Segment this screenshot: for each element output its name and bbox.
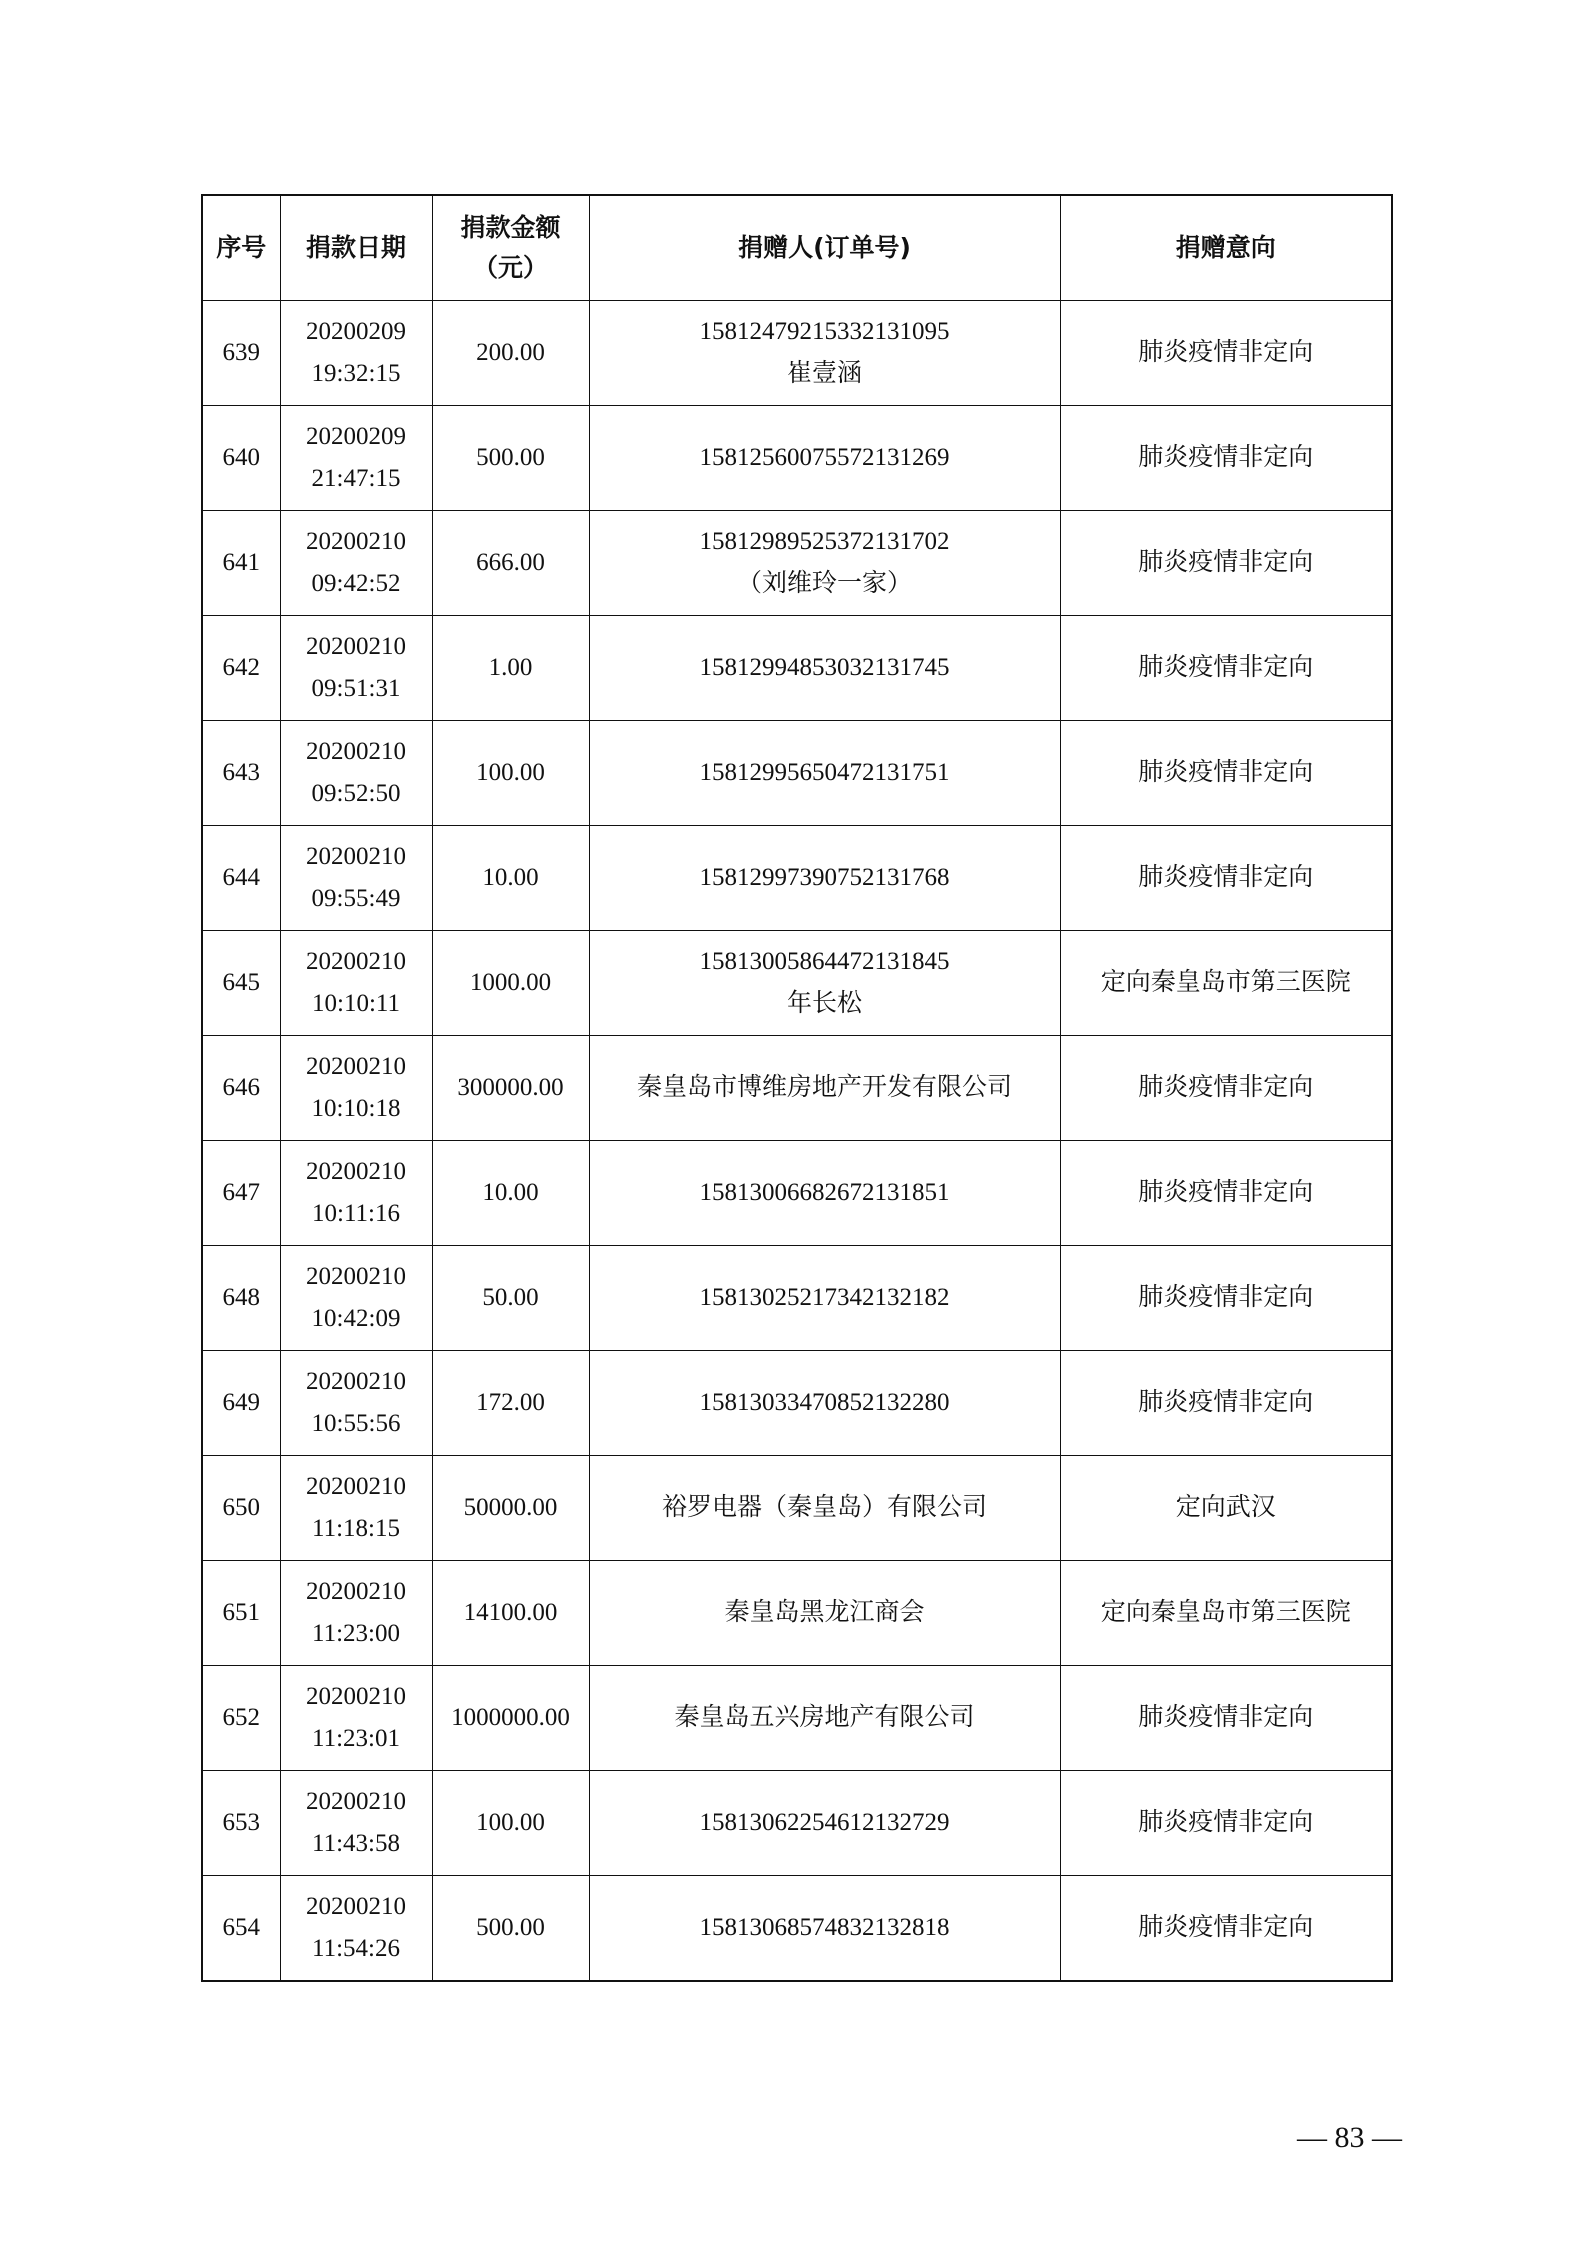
header-serial-number-label: 序号: [216, 233, 267, 262]
header-donation-intent: [1060, 195, 1392, 301]
serial-number: 644: [222, 864, 260, 891]
donation-date: 20200210: [306, 1158, 406, 1185]
table-row: [202, 826, 1392, 931]
table-body: [202, 301, 1392, 1982]
donation-amount-cell: [432, 301, 589, 406]
donation-intent-cell: [1060, 511, 1392, 616]
donation-date: 20200210: [306, 1578, 406, 1605]
donation-intent: 肺炎疫情非定向: [1138, 339, 1314, 366]
serial-number-cell: [202, 301, 280, 406]
donation-intent: 肺炎疫情非定向: [1138, 1704, 1314, 1731]
page-number: — 83 —: [1297, 2121, 1402, 2154]
serial-number: 639: [222, 339, 260, 366]
donation-time: 11:43:58: [312, 1830, 400, 1857]
serial-number-cell: [202, 1036, 280, 1141]
donation-intent-cell: [1060, 1456, 1392, 1561]
donation-date-cell: [280, 1036, 432, 1141]
donor-cell: [589, 1036, 1060, 1141]
donation-amount-cell: [432, 1351, 589, 1456]
donation-time: 11:18:15: [312, 1515, 400, 1542]
donation-date: 20200210: [306, 1263, 406, 1290]
table-row: [202, 1456, 1392, 1561]
donation-intent: 肺炎疫情非定向: [1138, 1074, 1314, 1101]
table-row: [202, 301, 1392, 406]
donation-date-cell: [280, 721, 432, 826]
table-row: [202, 406, 1392, 511]
donor-primary: 裕罗电器（秦皇岛）有限公司: [661, 1494, 987, 1521]
donation-date: 20200209: [306, 318, 406, 345]
donation-amount: 1000.00: [469, 969, 552, 996]
donor-cell: [589, 406, 1060, 511]
donation-amount: 10.00: [482, 864, 539, 891]
donation-date-cell: [280, 826, 432, 931]
donor-cell: [589, 1666, 1060, 1771]
donation-intent: 定向秦皇岛市第三医院: [1100, 1599, 1351, 1626]
donation-intent-cell: [1060, 1141, 1392, 1246]
donation-intent-cell: [1060, 616, 1392, 721]
header-donation-amount-label: 捐款金额: [460, 213, 561, 242]
donation-date-cell: [280, 1351, 432, 1456]
donation-intent: 肺炎疫情非定向: [1138, 1284, 1314, 1311]
header-donation-date: [280, 195, 432, 301]
donation-date-cell: [280, 1771, 432, 1876]
donor-primary: 15813033470852132280: [699, 1389, 950, 1416]
donor-primary: 15812994853032131745: [699, 654, 950, 681]
serial-number: 642: [222, 654, 260, 681]
donor-primary: 秦皇岛五兴房地产有限公司: [674, 1704, 975, 1731]
donation-intent-cell: [1060, 1351, 1392, 1456]
donation-amount-cell: [432, 931, 589, 1036]
donation-intent-cell: [1060, 1036, 1392, 1141]
donation-amount-cell: [432, 1141, 589, 1246]
donation-date: 20200210: [306, 1053, 406, 1080]
donation-amount: 1.00: [488, 654, 533, 681]
table-row: [202, 1351, 1392, 1456]
donation-time: 10:11:16: [312, 1200, 400, 1227]
donation-amount: 200.00: [476, 339, 545, 366]
donor-cell: [589, 1351, 1060, 1456]
donation-amount: 1000000.00: [451, 1704, 570, 1731]
donor-cell: [589, 1141, 1060, 1246]
header-donation-amount: [432, 195, 589, 301]
donation-intent: 肺炎疫情非定向: [1138, 1809, 1314, 1836]
donation-amount-cell: [432, 1561, 589, 1666]
donation-date-cell: [280, 1876, 432, 1982]
donation-date: 20200210: [306, 1788, 406, 1815]
donation-amount: 14100.00: [463, 1599, 558, 1626]
donor-primary: 秦皇岛市博维房地产开发有限公司: [636, 1074, 1012, 1101]
donation-date-cell: [280, 931, 432, 1036]
donation-amount: 50000.00: [463, 1494, 558, 1521]
donation-date-cell: [280, 616, 432, 721]
donation-amount-cell: [432, 511, 589, 616]
donation-intent: 肺炎疫情非定向: [1138, 759, 1314, 786]
donor-cell: [589, 301, 1060, 406]
table-row: [202, 1141, 1392, 1246]
donor-name: （刘维玲一家）: [736, 570, 912, 597]
donor-cell: [589, 826, 1060, 931]
table-header: [202, 195, 1392, 301]
serial-number: 651: [222, 1599, 260, 1626]
donation-amount-cell: [432, 826, 589, 931]
donation-intent-cell: [1060, 721, 1392, 826]
donation-intent: 肺炎疫情非定向: [1138, 1179, 1314, 1206]
serial-number: 654: [222, 1914, 260, 1941]
serial-number: 643: [222, 759, 260, 786]
donation-time: 11:54:26: [312, 1935, 400, 1962]
donor-name: 年长松: [786, 990, 862, 1017]
serial-number-cell: [202, 1141, 280, 1246]
donation-amount-cell: [432, 1036, 589, 1141]
donation-date-cell: [280, 1666, 432, 1771]
donor-cell: [589, 1876, 1060, 1982]
donation-time: 19:32:15: [311, 360, 401, 387]
donation-intent-cell: [1060, 931, 1392, 1036]
donation-intent-cell: [1060, 1246, 1392, 1351]
donation-table: [201, 194, 1393, 1982]
header-row: [202, 195, 1392, 301]
table-row: [202, 616, 1392, 721]
serial-number: 646: [222, 1074, 260, 1101]
donor-name: 崔壹涵: [786, 360, 862, 387]
donation-amount-cell: [432, 1456, 589, 1561]
table-row: [202, 1561, 1392, 1666]
donation-date-cell: [280, 1456, 432, 1561]
donor-cell: [589, 616, 1060, 721]
donation-amount-cell: [432, 1876, 589, 1982]
donation-date-cell: [280, 406, 432, 511]
table-row: [202, 721, 1392, 826]
donation-intent: 肺炎疫情非定向: [1138, 1914, 1314, 1941]
donor-primary: 15812479215332131095: [699, 318, 950, 345]
serial-number: 649: [222, 1389, 260, 1416]
header-donation-intent-label: 捐赠意向: [1175, 233, 1276, 262]
donation-time: 10:55:56: [311, 1410, 401, 1437]
table-row: [202, 1771, 1392, 1876]
header-serial-number: [202, 195, 280, 301]
donation-amount-cell: [432, 1771, 589, 1876]
donation-time: 11:23:01: [312, 1725, 400, 1752]
donation-amount-cell: [432, 1246, 589, 1351]
donation-amount: 100.00: [476, 759, 545, 786]
donation-date-cell: [280, 301, 432, 406]
header-donation-date-label: 捐款日期: [305, 233, 406, 262]
donor-primary: 15813025217342132182: [699, 1284, 950, 1311]
serial-number-cell: [202, 1246, 280, 1351]
donation-intent: 定向秦皇岛市第三医院: [1100, 969, 1351, 996]
header-donation-amount-unit: （元）: [472, 253, 548, 282]
donation-date: 20200210: [306, 1473, 406, 1500]
donation-amount: 100.00: [476, 1809, 545, 1836]
donor-primary: 15812989525372131702: [699, 528, 950, 555]
donation-amount-cell: [432, 721, 589, 826]
donation-intent: 肺炎疫情非定向: [1138, 549, 1314, 576]
donation-date: 20200210: [306, 633, 406, 660]
donor-primary: 15813006682672131851: [699, 1179, 950, 1206]
donation-amount: 500.00: [476, 444, 545, 471]
donation-intent-cell: [1060, 1666, 1392, 1771]
donation-amount: 50.00: [482, 1284, 539, 1311]
donation-date: 20200210: [306, 1368, 406, 1395]
donation-time: 21:47:15: [311, 465, 401, 492]
donation-amount-cell: [432, 406, 589, 511]
donation-intent: 肺炎疫情非定向: [1138, 864, 1314, 891]
donation-time: 10:42:09: [311, 1305, 401, 1332]
donation-amount-cell: [432, 1666, 589, 1771]
donation-intent: 定向武汉: [1175, 1494, 1276, 1521]
serial-number-cell: [202, 616, 280, 721]
donor-primary: 15812995650472131751: [699, 759, 950, 786]
donation-date: 20200210: [306, 843, 406, 870]
serial-number-cell: [202, 511, 280, 616]
donation-time: 09:52:50: [311, 780, 401, 807]
donor-primary: 秦皇岛黑龙江商会: [724, 1599, 925, 1626]
serial-number: 652: [222, 1704, 260, 1731]
serial-number-cell: [202, 1876, 280, 1982]
header-donor: [589, 195, 1060, 301]
donation-date: 20200209: [306, 423, 406, 450]
donor-primary: 15813005864472131845: [699, 948, 950, 975]
donor-cell: [589, 721, 1060, 826]
donation-amount: 300000.00: [457, 1074, 564, 1101]
donation-intent-cell: [1060, 1561, 1392, 1666]
donation-date-cell: [280, 511, 432, 616]
serial-number: 650: [222, 1494, 260, 1521]
donation-intent: 肺炎疫情非定向: [1138, 1389, 1314, 1416]
donor-primary: 15813062254612132729: [699, 1809, 950, 1836]
donation-date-cell: [280, 1561, 432, 1666]
donor-cell: [589, 1456, 1060, 1561]
donation-time: 09:51:31: [311, 675, 401, 702]
donation-time: 11:23:00: [312, 1620, 400, 1647]
serial-number-cell: [202, 721, 280, 826]
donor-primary: 15812560075572131269: [699, 444, 950, 471]
donation-amount: 666.00: [476, 549, 545, 576]
donation-date: 20200210: [306, 1683, 406, 1710]
donor-cell: [589, 1246, 1060, 1351]
donation-date: 20200210: [306, 948, 406, 975]
donation-intent-cell: [1060, 301, 1392, 406]
serial-number-cell: [202, 1561, 280, 1666]
donation-amount: 172.00: [476, 1389, 545, 1416]
donation-intent-cell: [1060, 406, 1392, 511]
serial-number: 647: [222, 1179, 260, 1206]
serial-number: 648: [222, 1284, 260, 1311]
serial-number: 653: [222, 1809, 260, 1836]
table-row: [202, 511, 1392, 616]
table-row: [202, 1666, 1392, 1771]
donor-cell: [589, 1561, 1060, 1666]
donation-date: 20200210: [306, 1893, 406, 1920]
donor-cell: [589, 1771, 1060, 1876]
donation-date-cell: [280, 1246, 432, 1351]
table-row: [202, 931, 1392, 1036]
donation-time: 10:10:11: [312, 990, 400, 1017]
serial-number-cell: [202, 1456, 280, 1561]
donation-time: 09:55:49: [311, 885, 401, 912]
donation-amount: 10.00: [482, 1179, 539, 1206]
serial-number-cell: [202, 931, 280, 1036]
serial-number: 645: [222, 969, 260, 996]
serial-number-cell: [202, 826, 280, 931]
donor-cell: [589, 511, 1060, 616]
donation-date-cell: [280, 1141, 432, 1246]
donation-intent-cell: [1060, 1876, 1392, 1982]
serial-number: 641: [222, 549, 260, 576]
serial-number-cell: [202, 1351, 280, 1456]
header-donor-label: 捐赠人(订单号): [738, 233, 911, 262]
table-row: [202, 1876, 1392, 1982]
donation-date: 20200210: [306, 738, 406, 765]
donation-time: 09:42:52: [311, 570, 401, 597]
donor-primary: 15813068574832132818: [699, 1914, 950, 1941]
donation-intent-cell: [1060, 826, 1392, 931]
donation-date: 20200210: [306, 528, 406, 555]
serial-number-cell: [202, 406, 280, 511]
donation-time: 10:10:18: [311, 1095, 401, 1122]
donation-intent: 肺炎疫情非定向: [1138, 444, 1314, 471]
donor-primary: 15812997390752131768: [699, 864, 950, 891]
donation-intent-cell: [1060, 1771, 1392, 1876]
table-row: [202, 1246, 1392, 1351]
serial-number-cell: [202, 1666, 280, 1771]
donation-amount: 500.00: [476, 1914, 545, 1941]
donor-cell: [589, 931, 1060, 1036]
table-row: [202, 1036, 1392, 1141]
serial-number-cell: [202, 1771, 280, 1876]
donation-intent: 肺炎疫情非定向: [1138, 654, 1314, 681]
donation-amount-cell: [432, 616, 589, 721]
serial-number: 640: [222, 444, 260, 471]
